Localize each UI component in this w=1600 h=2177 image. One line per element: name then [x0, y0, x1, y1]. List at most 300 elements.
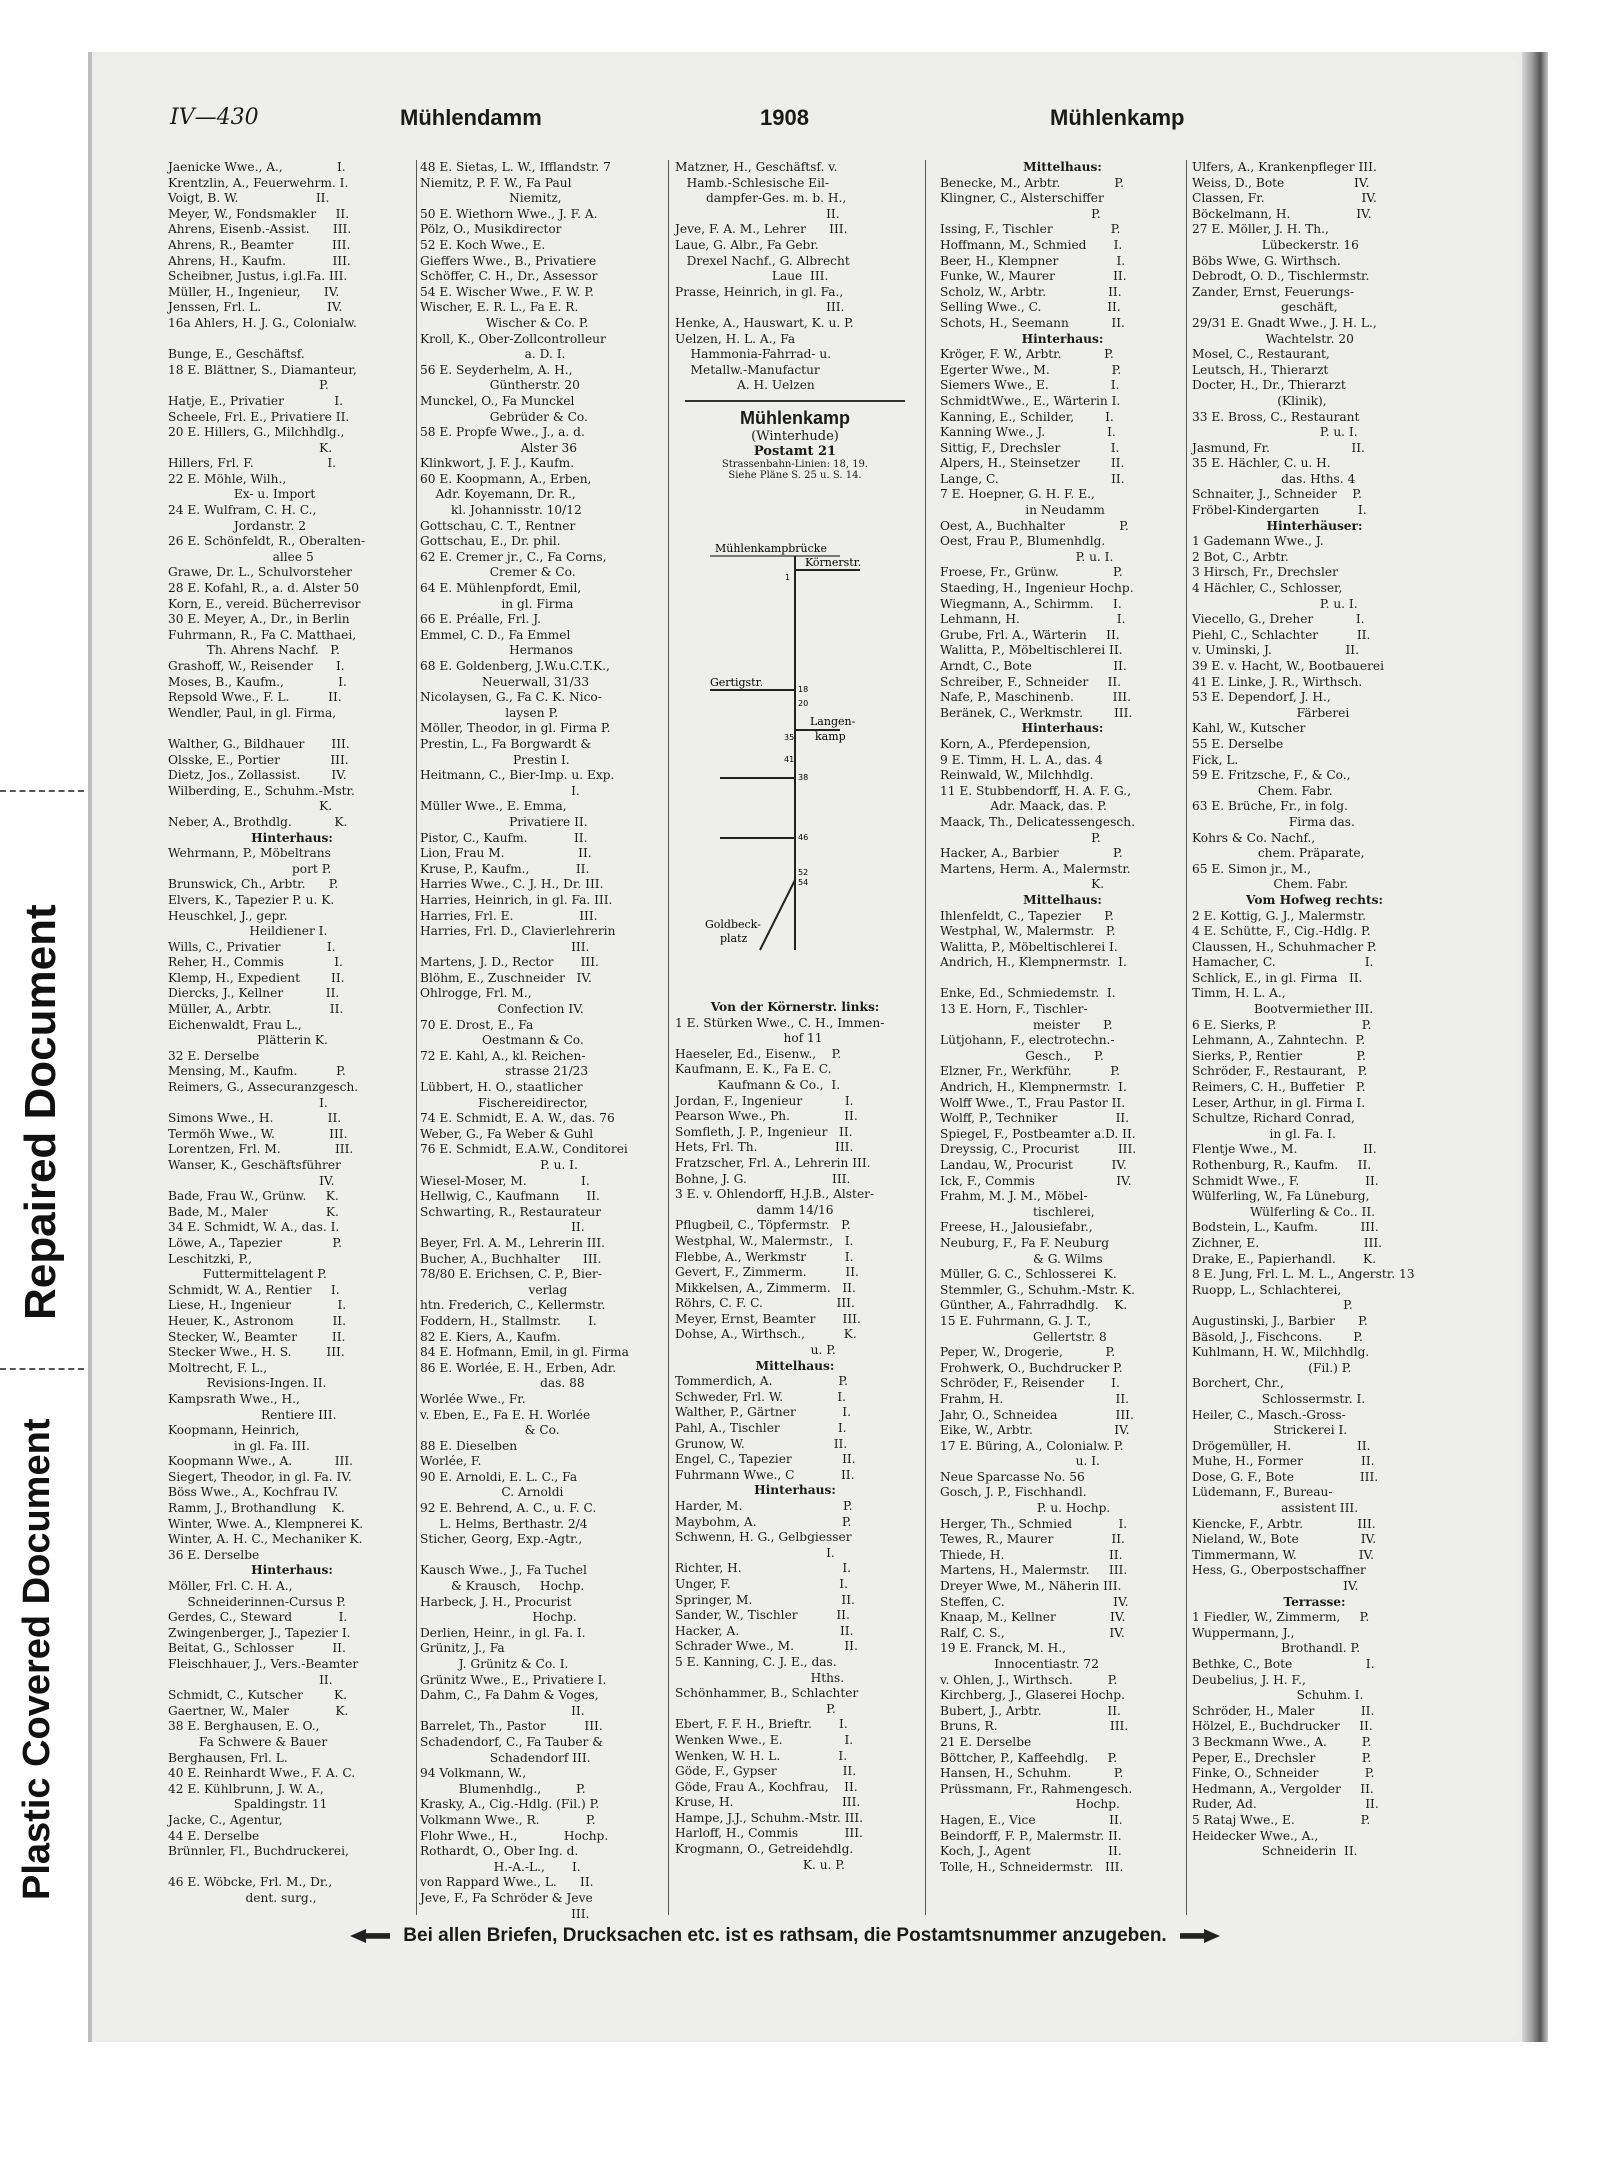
map-house-number: 35	[784, 733, 795, 742]
directory-entry: Laue, G. Albr., Fa Gebr.	[675, 237, 819, 252]
directory-entry: Spiegel, F., Postbeamter a.D. II.	[940, 1126, 1136, 1141]
directory-entry: Gottschau, C. T., Rentner	[420, 518, 576, 533]
directory-entry: Laue III.	[675, 269, 829, 284]
directory-entry: Beer, H., Klempner I.	[940, 253, 1126, 268]
directory-entry: Peper, W., Drogerie, P.	[940, 1345, 1116, 1360]
directory-entry: Ex- u. Import	[168, 487, 316, 502]
directory-entry: Leschitzki, P.,	[168, 1251, 252, 1266]
directory-entry: 92 E. Behrend, A. C., u. F. C.	[420, 1501, 597, 1516]
directory-entry: Färberei	[1192, 705, 1350, 720]
directory-entry: Classen, Fr. IV.	[1192, 191, 1377, 206]
directory-entry: Adr. Koyemann, Dr. R.,	[420, 487, 576, 502]
directory-entry: II.	[420, 1703, 585, 1718]
directory-entry: Hillers, Frl. F. I.	[168, 456, 337, 471]
directory-entry: Debrodt, O. D., Tischlermstr.	[1192, 269, 1370, 284]
directory-entry: Berghausen, Frl. L.	[168, 1750, 288, 1765]
directory-entry	[168, 332, 416, 348]
directory-entry: H.-A.-L., I.	[420, 1859, 581, 1874]
directory-entry: Revisions-Ingen. II.	[168, 1376, 327, 1391]
directory-entry: v. Uminski, J. II.	[1192, 643, 1359, 658]
directory-entry: Göde, F., Gypser II.	[675, 1764, 857, 1779]
directory-entry: 68 E. Goldenberg, J.W.u.C.T.K.,	[420, 659, 610, 673]
directory-entry: Ramm, J., Brothandlung K.	[168, 1501, 345, 1516]
directory-entry: Fuhrmann Wwe., C II.	[675, 1467, 855, 1482]
directory-entry: Meyer, Ernst, Beamter III.	[675, 1311, 861, 1326]
side-label-repaired: Repaired Document	[16, 904, 65, 1320]
directory-entry: Möller, Frl. C. H. A.,	[168, 1579, 293, 1594]
directory-entry: assistent III.	[1192, 1501, 1359, 1516]
directory-entry: allee 5	[168, 549, 314, 564]
directory-entry: Pearson Wwe., Ph. II.	[675, 1109, 858, 1124]
pointing-hand-icon	[350, 1929, 390, 1943]
directory-entry: Bucher, A., Buchhalter III.	[420, 1251, 602, 1266]
directory-entry: Wiesel-Moser, M. I.	[420, 1173, 590, 1188]
directory-entry: IV.	[168, 1173, 335, 1188]
directory-entry: 40 E. Reinhardt Wwe., F. A. C.	[168, 1766, 356, 1781]
directory-entry: P.	[940, 206, 1101, 221]
directory-entry: 22 E. Möhle, Wilh.,	[168, 471, 287, 486]
directory-entry: Schwarting, R., Restaurateur	[420, 1204, 602, 1219]
directory-entry: Dose, G. F., Bote III.	[1192, 1469, 1379, 1484]
directory-entry: Kohrs & Co. Nachf.,	[1192, 830, 1316, 845]
column-rule	[668, 160, 669, 1915]
directory-entry: Landau, W., Procurist IV.	[940, 1158, 1127, 1172]
page-header	[170, 105, 1200, 145]
directory-entry: Staeding, H., Ingenieur Hochp.	[940, 581, 1134, 596]
directory-entry: 24 E. Wulfram, C. H. C.,	[168, 503, 317, 518]
map-house-number: 18	[798, 685, 809, 694]
directory-entry: Kruse, P., Kaufm., II.	[420, 861, 590, 876]
directory-entry: Gaertner, W., Maler K.	[168, 1703, 349, 1718]
directory-entry: geschäft,	[1192, 300, 1338, 315]
directory-entry: Hths.	[675, 1670, 845, 1685]
directory-entry: port P.	[168, 861, 332, 876]
directory-entry: 88 E. Dieselben	[420, 1438, 518, 1453]
directory-entry: Emmel, C. D., Fa Emmel	[420, 627, 571, 642]
directory-entry: Kuhlmann, H. W., Milchhdlg.	[1192, 1345, 1370, 1360]
directory-entry	[940, 971, 1185, 987]
directory-entry: Hoffmann, M., Schmied I.	[940, 237, 1123, 252]
directory-entry: Bade, Frau W., Grünw. K.	[168, 1189, 339, 1204]
directory-entry: Andrich, H., Klempnermstr. I.	[940, 955, 1127, 970]
postamt-label: Postamt 21	[753, 444, 837, 459]
header-left-title: Mühlendamm	[400, 105, 542, 130]
directory-entry: Moses, B., Kaufm., I.	[168, 674, 347, 689]
directory-entry: 5 E. Kanning, C. J. E., das.	[675, 1654, 837, 1669]
directory-entry: 55 E. Derselbe	[1192, 736, 1284, 751]
directory-entry: Foddern, H., Stallmstr. I.	[420, 1313, 597, 1328]
footer-text: Bei allen Briefen, Drucksachen etc. ist es rathsam, die Postamtsnummer anzugeben.	[403, 1925, 1167, 1946]
directory-entry: III.	[675, 300, 845, 315]
directory-entry: Bubert, J., Arbtr. II.	[940, 1703, 1121, 1718]
scan-edge-shadow	[1522, 52, 1548, 2042]
directory-entry: Klemp, H., Expedient II.	[168, 970, 345, 985]
directory-entry: 39 E. v. Hacht, W., Bootbauerei	[1192, 659, 1385, 673]
directory-entry: 82 E. Kiers, A., Kaufm.	[420, 1329, 561, 1344]
directory-entry: 41 E. Linke, J. R., Wirthsch.	[1192, 674, 1363, 689]
directory-entry: Sittig, F., Drechsler I.	[940, 440, 1120, 455]
directory-entry: 19 E. Franck, M. H.,	[940, 1641, 1066, 1656]
directory-entry: Hochp.	[940, 1797, 1120, 1812]
directory-entry: Blöhm, E., Zuschneider IV.	[420, 970, 592, 985]
directory-entry: Martens, H., Malermstr. III.	[940, 1563, 1128, 1578]
directory-entry: Dohse, A., Wirthsch., K.	[675, 1327, 857, 1342]
directory-entry: Munckel, O., Fa Munckel	[420, 393, 575, 408]
directory-entry: P.	[940, 830, 1101, 845]
directory-entry: 86 E. Worlée, E. H., Erben, Adr.	[420, 1360, 617, 1375]
directory-entry: a. D. I.	[420, 347, 566, 362]
directory-entry: Olsske, E., Portier III.	[168, 752, 349, 767]
directory-entry: Schlossermstr. I.	[1192, 1391, 1366, 1406]
directory-entry: Stecker Wwe., H. S. III.	[168, 1345, 345, 1360]
directory-entry: Vom Hofweg rechts:	[1246, 892, 1383, 907]
directory-entry: Schrader Wwe., M. II.	[675, 1639, 858, 1654]
directory-entry: Gellertstr. 8	[940, 1329, 1107, 1344]
directory-entry: Flebbe, A., Werkmstr I.	[675, 1249, 854, 1264]
directory-entry: Walther, G., Bildhauer III.	[168, 736, 350, 751]
directory-entry: II.	[675, 206, 840, 221]
directory-entry: Steffen, C. IV.	[940, 1594, 1129, 1609]
directory-entry: Gieffers Wwe., B., Privatiere	[420, 253, 597, 268]
directory-entry: Grawe, Dr. L., Schulvorsteher	[168, 565, 353, 580]
directory-entry: Siegert, Theodor, in gl. Fa. IV.	[168, 1469, 352, 1484]
directory-entry: 94 Volkmann, W.,	[420, 1766, 527, 1781]
directory-entry: Weiss, D., Bote IV.	[1192, 175, 1370, 190]
directory-entry: Krasky, A., Cig.-Hdlg. (Fil.) P.	[420, 1797, 600, 1812]
directory-entry: 46 E. Wöbcke, Frl. M., Dr.,	[168, 1875, 333, 1890]
directory-entry: Bohne, J. G. III.	[675, 1171, 851, 1186]
directory-entry: von Rappard Wwe., L. II.	[420, 1875, 594, 1890]
directory-entry: Sticher, Georg, Exp.-Agtr.,	[420, 1532, 583, 1547]
directory-entry: Koch, J., Agent II.	[940, 1844, 1122, 1859]
directory-entry: Hellwig, C., Kaufmann II.	[420, 1189, 600, 1204]
directory-entry: Hacker, A., Barbier P.	[940, 846, 1123, 861]
directory-entry: Winter, A. H. C., Mechaniker K.	[168, 1532, 363, 1547]
directory-entry: J. Grünitz & Co. I.	[420, 1657, 569, 1671]
directory-entry: Kanning Wwe., J. I.	[940, 425, 1116, 440]
directory-entry: in gl. Fa. III.	[168, 1438, 310, 1453]
directory-entry: Krogmann, O., Getreidehdlg.	[675, 1842, 854, 1857]
directory-entry: Schadendorf, C., Fa Tauber &	[420, 1734, 604, 1749]
column-rule	[925, 160, 926, 1915]
directory-entry: Schnaiter, J., Schneider P.	[1192, 487, 1362, 502]
directory-entry: Worlée, F.	[420, 1454, 482, 1469]
directory-entry: Schreiber, F., Schneider II.	[940, 674, 1122, 689]
directory-entry: Walitta, P., Möbeltischlerei I.	[940, 939, 1118, 954]
directory-entry: Ick, F., Commis IV.	[940, 1173, 1132, 1188]
directory-entry: Mosel, C., Restaurant,	[1192, 347, 1330, 362]
map-house-number: 1	[785, 573, 791, 582]
directory-entry: Pistor, C., Kaufm. II.	[420, 830, 588, 845]
directory-entry: Hamacher, C. I.	[1192, 955, 1374, 970]
directory-entry: 3 Beckmann Wwe., A. P.	[1192, 1734, 1372, 1749]
directory-entry: Mittelhaus:	[755, 1358, 835, 1373]
directory-entry: Ulfers, A., Krankenpfleger III.	[1192, 160, 1377, 174]
directory-entry: in gl. Firma	[420, 596, 574, 611]
directory-entry: P. u. Hochp.	[940, 1501, 1111, 1516]
directory-entry: Dahm, C., Fa Dahm & Voges,	[420, 1688, 599, 1703]
directory-entry: meister P.	[940, 1017, 1113, 1032]
directory-entry: Heitmann, C., Bier-Imp. u. Exp.	[420, 768, 615, 783]
directory-entry: Freese, H., Jalousiefabr.,	[940, 1220, 1093, 1235]
directory-entry: Repsold Wwe., F. L. II.	[168, 690, 342, 705]
header-right-title: Mühlenkamp	[1050, 105, 1185, 130]
directory-entry: Fratzscher, Frl. A., Lehrerin III.	[675, 1155, 871, 1170]
column-rule	[1186, 160, 1187, 1915]
directory-entry: in gl. Fa. I.	[1192, 1126, 1336, 1141]
directory-entry: Andrich, H., Klempnermstr. I.	[940, 1080, 1127, 1095]
directory-entry: Claussen, H., Schuhmacher P.	[1192, 939, 1377, 954]
directory-entry: Mikkelsen, A., Zimmerm. II.	[675, 1280, 856, 1295]
directory-entry: Deubelius, J. H. F.,	[1192, 1672, 1306, 1687]
map-label-goldbeck: Goldbeck-	[705, 918, 761, 931]
directory-entry: v. Eben, E., Fa E. H. Worlée	[420, 1407, 591, 1422]
directory-entry: Ahrens, Eisenb.-Assist. III.	[168, 222, 352, 237]
directory-entry: Maack, Th., Delicatessengesch.	[940, 814, 1135, 829]
directory-entry: Beitat, G., Schlosser II.	[168, 1641, 346, 1656]
directory-entry: Frohwerk, O., Buchdrucker P.	[940, 1360, 1123, 1375]
directory-entry: Walitta, P., Möbeltischlerei II.	[940, 643, 1123, 658]
directory-entry: Fa Schwere & Bauer	[168, 1734, 328, 1749]
directory-entry: Fleischhauer, J., Vers.-Beamter	[168, 1657, 359, 1671]
directory-entry: Ahrens, R., Beamter III.	[168, 237, 351, 252]
directory-entry: Heuschkel, J., gepr.	[168, 908, 288, 923]
directory-entry: I.	[420, 783, 580, 798]
directory-entry: Harries, Frl. D., Clavierlehrerin	[420, 924, 616, 939]
directory-entry	[420, 1548, 665, 1564]
directory-entry: Grube, Frl. A., Wärterin II.	[940, 627, 1120, 642]
directory-entry: 26 E. Schönfeldt, R., Oberalten-	[168, 534, 366, 549]
directory-entry: Hammonia-Fahrrad- u.	[675, 347, 832, 362]
directory-entry: Elzner, Fr., Werkführ. P.	[940, 1064, 1120, 1079]
directory-entry: Niemitz,	[420, 191, 562, 206]
directory-entry: Sierks, P., Rentier P.	[1192, 1048, 1366, 1063]
directory-entry: Unger, F. I.	[675, 1576, 848, 1591]
divider-dashed	[0, 790, 84, 792]
directory-entry: Frahm, H. II.	[940, 1391, 1130, 1406]
directory-entry: Ralf, C. S., IV.	[940, 1625, 1125, 1640]
directory-entry: in Neudamm	[940, 503, 1105, 518]
street-section-header	[675, 400, 915, 481]
directory-entry: 36 E. Derselbe	[168, 1547, 260, 1562]
directory-entry: Böttcher, P., Kaffeehdlg. P.	[940, 1750, 1118, 1765]
directory-entry: Cremer & Co.	[420, 565, 576, 580]
directory-entry: Schlick, E., in gl. Firma II.	[1192, 970, 1363, 985]
directory-entry: Issing, F., Tischler P.	[940, 222, 1121, 237]
directory-entry: Hagen, E., Vice II.	[940, 1812, 1123, 1827]
directory-entry: Böss Wwe., A., Kochfrau IV.	[168, 1485, 339, 1500]
directory-entry: kl. Johannisstr. 10/12	[420, 503, 582, 518]
directory-entry: 48 E. Sietas, L. W., Ifflandstr. 7	[420, 160, 611, 174]
directory-entry: Benecke, M., Arbtr. P.	[940, 175, 1125, 190]
directory-entry: Wischer, E. R. L., Fa E. R.	[420, 300, 579, 315]
directory-entry: Kiencke, F., Arbtr. III.	[1192, 1516, 1376, 1531]
directory-entry: Wilberding, E., Schuhm.-Mstr.	[168, 783, 355, 798]
directory-entry: Maybohm, A. P.	[675, 1514, 852, 1529]
directory-entry: Hochp.	[420, 1610, 577, 1625]
directory-entry: Lorentzen, Frl. M. III.	[168, 1142, 354, 1157]
directory-entry: 59 E. Fritzsche, F., & Co.,	[1192, 768, 1351, 783]
directory-entry: Somfleth, J. P., Ingenieur II.	[675, 1124, 853, 1139]
directory-entry: chem. Präparate,	[1192, 846, 1365, 861]
directory-entry: Springer, M. II.	[675, 1592, 855, 1607]
directory-entry: Heidecker Wwe., A.,	[1192, 1828, 1319, 1843]
street-map	[700, 540, 910, 960]
directory-entry: I.	[168, 1095, 328, 1110]
directory-entry: Borchert, Chr.,	[1192, 1376, 1284, 1391]
directory-entry	[168, 721, 416, 737]
directory-entry: Dreyssig, C., Procurist III.	[940, 1142, 1137, 1157]
directory-entry: Wolff Wwe., T., Frau Pastor II.	[940, 1095, 1126, 1110]
directory-entry: Froese, Fr., Grünw. P.	[940, 565, 1123, 580]
map-label-bridge: Mühlenkampbrücke	[715, 542, 827, 555]
map-house-number: 38	[798, 773, 809, 782]
directory-entry: Wachtelstr. 20	[1192, 331, 1354, 346]
directory-entry: Ahrens, H., Kaufm. III.	[168, 253, 351, 268]
directory-entry: 44 E. Derselbe	[168, 1828, 260, 1843]
page-number: IV—430	[170, 105, 259, 130]
directory-entry: Schmidt, W. A., Rentier I.	[168, 1282, 340, 1297]
map-label-langenkamp-2: kamp	[815, 730, 846, 743]
directory-entry: Hermanos	[420, 643, 574, 658]
directory-entry: Korn, A., Pferdepension,	[940, 736, 1091, 751]
directory-entry: Martens, Herm. A., Malermstr.	[940, 861, 1131, 876]
directory-entry: Mensing, M., Kaufm. P.	[168, 1064, 346, 1079]
directory-entry: Kaufmann & Co., I.	[675, 1077, 841, 1092]
directory-entry: Drögemüller, H. II.	[1192, 1438, 1371, 1453]
directory-entry: Müller Wwe., E. Emma,	[420, 799, 567, 814]
directory-entry: Brünnler, Fl., Buchdruckerei,	[168, 1844, 349, 1859]
directory-entry: Müller, H., Ingenieur, IV.	[168, 284, 340, 299]
directory-entry: Gerdes, C., Steward I.	[168, 1610, 348, 1625]
directory-entry: Nafe, P., Maschinenb. III.	[940, 690, 1131, 705]
directory-entry: Scheele, Frl. E., Privatiere II.	[168, 409, 350, 424]
directory-entry: II.	[168, 1672, 333, 1687]
directory-entry: Matzner, H., Geschäftsf. v.	[675, 160, 838, 174]
directory-entry: Jeve, F., Fa Schröder & Jeve	[420, 1890, 593, 1905]
directory-entry: Hacker, A. II.	[675, 1623, 854, 1638]
directory-entry: 11 E. Stubbendorff, H. A. F. G.,	[940, 783, 1132, 798]
directory-entry: Barrelet, Th., Pastor III.	[420, 1719, 603, 1734]
directory-entry: Zander, Ernst, Feuerungs-	[1192, 284, 1355, 299]
directory-entry: 42 E. Kühlbrunn, J. W. A.,	[168, 1781, 324, 1796]
directory-entry: Kampsrath Wwe., H.,	[168, 1391, 300, 1406]
directory-entry: Terrasse:	[1283, 1594, 1346, 1609]
directory-entry: Hedmann, A., Vergolder II.	[1192, 1781, 1374, 1796]
directory-entry: Wülferling, W., Fa Lüneburg,	[1192, 1189, 1370, 1204]
directory-entry: 32 E. Derselbe	[168, 1048, 260, 1063]
directory-entry: Muhe, H., Former II.	[1192, 1454, 1375, 1469]
directory-entry: Schuhm. I.	[1192, 1688, 1364, 1703]
directory-entry: Docter, H., Dr., Thierarzt	[1192, 378, 1346, 393]
directory-entry: Schröder, F., Reisender I.	[940, 1376, 1120, 1391]
directory-entry: Siemers Wwe., E. I.	[940, 378, 1120, 393]
directory-entry: Simons Wwe., H. II.	[168, 1111, 342, 1126]
directory-entry: Müller, A., Arbtr. II.	[168, 1002, 344, 1017]
directory-entry: Schots, H., Seemann II.	[940, 315, 1125, 330]
directory-entry: Klingner, C., Alsterschiffer	[940, 191, 1104, 206]
directory-entry: Tewes, R., Maurer II.	[940, 1532, 1125, 1547]
directory-entry: 62 E. Cremer jr., C., Fa Corns,	[420, 549, 607, 564]
directory-entry: Wehrmann, P., Möbeltrans	[168, 846, 331, 861]
header-year: 1908	[760, 105, 809, 130]
directory-entry: Reher, H., Commis I.	[168, 955, 343, 970]
directory-entry: Pölz, O., Musikdirector	[420, 222, 562, 237]
directory-entry: 35 E. Hächler, C. u. H.	[1192, 456, 1331, 471]
directory-entry: Volkmann Wwe., R. P.	[420, 1812, 596, 1827]
directory-entry: Schöffer, C. H., Dr., Assessor	[420, 269, 598, 284]
directory-entry: Harries, Heinrich, in gl. Fa. III.	[420, 892, 613, 907]
directory-entry: das. Hths. 4	[1192, 471, 1356, 486]
directory-entry: 50 E. Wiethorn Wwe., J. F. A.	[420, 206, 598, 221]
column-3-bottom	[675, 1000, 915, 1873]
directory-entry: Kröger, F. W., Arbtr. P.	[940, 347, 1114, 362]
column-3-top	[675, 160, 915, 394]
map-label-goldbeck-2: platz	[720, 932, 748, 945]
directory-entry: Lüdemann, F., Bureau-	[1192, 1485, 1333, 1500]
directory-entry: Leser, Arthur, in gl. Firma I.	[1192, 1095, 1366, 1110]
map-label-langenkamp: Langen-	[810, 715, 856, 728]
directory-entry: Fischereidirector,	[420, 1095, 588, 1110]
directory-entry: 4 Hächler, C., Schlosser,	[1192, 581, 1343, 596]
map-label-koerner: Körnerstr.	[805, 556, 862, 569]
directory-entry: damm 14/16	[675, 1202, 834, 1217]
directory-entry: 90 E. Arnoldi, E. L. C., Fa	[420, 1469, 578, 1484]
directory-entry: (Klinik),	[1192, 393, 1327, 408]
directory-entry: Moltrecht, F. L.,	[168, 1360, 268, 1375]
directory-entry: Prüssmann, Fr., Rahmengesch.	[940, 1781, 1133, 1796]
directory-entry: 30 E. Meyer, A., Dr., in Berlin	[168, 612, 350, 627]
directory-entry: 6 E. Sierks, P. P.	[1192, 1017, 1372, 1032]
directory-entry: P.	[675, 1701, 836, 1716]
directory-entry: Günther, A., Fahrradhdlg. K.	[940, 1298, 1128, 1313]
directory-entry: Hinterhaus:	[251, 1563, 333, 1578]
directory-entry: Ihlenfeldt, C., Tapezier P.	[940, 908, 1114, 923]
directory-entry: Reimers, G., Assecuranzgesch.	[168, 1080, 359, 1095]
directory-entry: hof 11	[675, 1031, 823, 1046]
directory-entry: Heiler, C., Masch.-Gross-	[1192, 1407, 1346, 1422]
directory-entry: Wolff, P., Techniker II.	[940, 1111, 1130, 1126]
directory-entry: 54 E. Wischer Wwe., F. W. P.	[420, 284, 594, 299]
map-label-gertig: Gertigstr.	[710, 676, 764, 689]
directory-entry: Heildiener I.	[168, 924, 328, 939]
directory-entry: Tolle, H., Schneidermstr. III.	[940, 1859, 1124, 1874]
directory-entry: K. u. P.	[675, 1857, 845, 1872]
directory-entry: Lange, C. II.	[940, 471, 1125, 486]
directory-entry: Schneiderinnen-Cursus P.	[168, 1594, 346, 1609]
directory-entry: Bruns, R. III.	[940, 1719, 1129, 1734]
directory-entry: Müller, G. C., Schlosserei K.	[940, 1267, 1117, 1282]
directory-entry: Leutsch, H., Thierarzt	[1192, 362, 1329, 377]
directory-entry: Prestin, L., Fa Borgwardt &	[420, 736, 592, 751]
directory-entry: 4 E. Schütte, F., Cig.-Hdlg. P.	[1192, 924, 1371, 939]
map-house-number: 46	[798, 833, 809, 842]
directory-entry: htn. Frederich, C., Kellermstr.	[420, 1298, 606, 1313]
directory-entry: Korn, E., vereid. Bücherrevisor	[168, 596, 361, 611]
directory-entry: Schmidt, C., Kutscher K.	[168, 1688, 347, 1703]
directory-entry: Gevert, F., Zimmerm. II.	[675, 1265, 859, 1280]
directory-entry: Drexel Nachf., G. Albrecht	[675, 253, 850, 268]
directory-entry: 3 Hirsch, Fr., Drechsler	[1192, 565, 1338, 580]
directory-entry: Lion, Frau M. II.	[420, 846, 592, 861]
directory-entry: Hansen, H., Schuhm. P.	[940, 1766, 1124, 1781]
directory-entry: Bodstein, L., Kaufm. III.	[1192, 1220, 1379, 1235]
directory-entry: Dietz, Jos., Zollassist. IV.	[168, 768, 347, 783]
directory-entry: 15 E. Fuhrmann, G. J. T.,	[940, 1313, 1092, 1328]
directory-entry: laysen P.	[420, 705, 559, 720]
directory-entry: 34 E. Schmidt, W. A., das. I.	[168, 1220, 340, 1235]
directory-entry: Brothandl. P.	[1192, 1641, 1361, 1656]
